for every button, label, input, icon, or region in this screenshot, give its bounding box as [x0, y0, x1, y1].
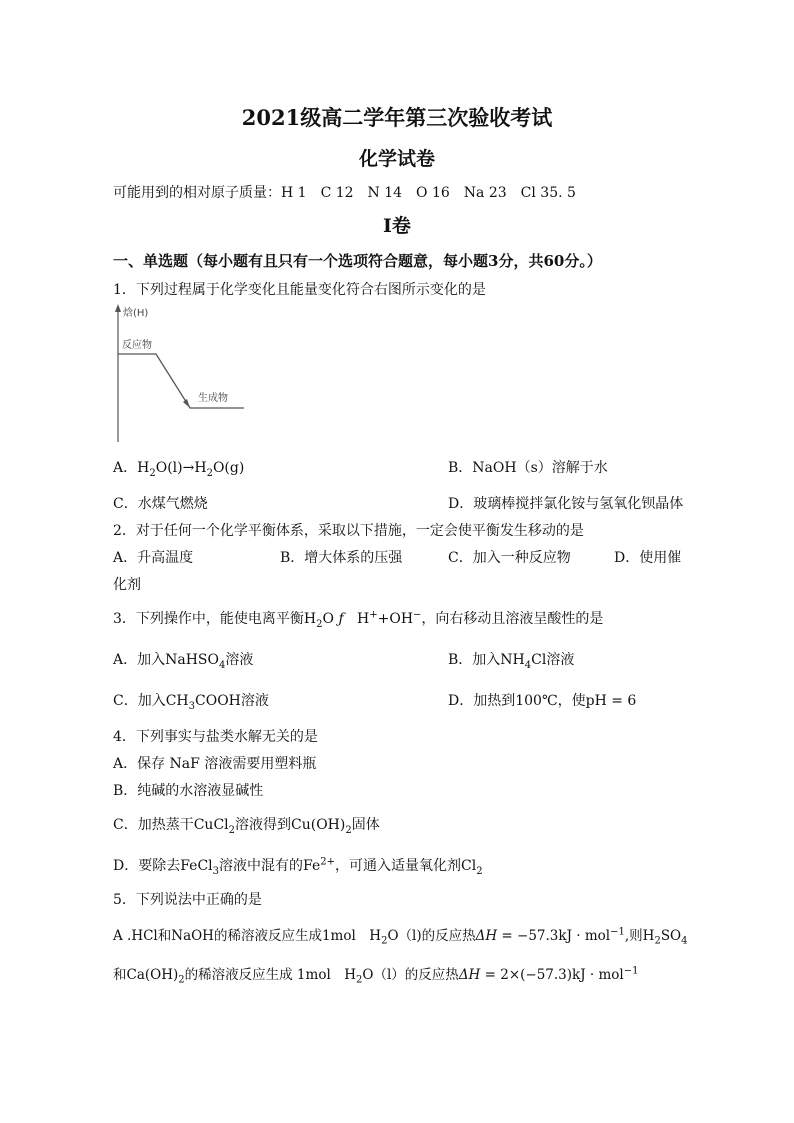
- q3-option-d[interactable]: [448, 691, 636, 711]
- q4-c-pre: C．加热蒸干: [113, 817, 194, 833]
- q4-d-f2: Fe: [303, 858, 321, 874]
- q5-a-l1-mid: O（l)的反应热: [387, 928, 476, 944]
- q2-option-c[interactable]: C．加入一种反应物: [448, 550, 571, 566]
- q3-d-formula: pH = 6: [585, 693, 637, 709]
- q3-eq-symbol: ƒ: [338, 611, 344, 627]
- q3-b-sub: 4: [524, 659, 532, 671]
- q4-stem: 4．下列事实与盐类水解无关的是: [113, 729, 318, 745]
- q4-c-s2: 2: [345, 824, 352, 836]
- q3-a-pre: A．加入: [113, 652, 166, 668]
- q3-eq-h: H: [303, 611, 317, 627]
- q4-option-d[interactable]: [113, 856, 483, 876]
- q1-option-d[interactable]: D．玻璃棒搅拌氯化铵与氢氧化钡晶体: [448, 496, 684, 512]
- chart-curve-arrow-icon: [183, 399, 190, 408]
- q5-a-l2-sup: −1: [623, 965, 639, 977]
- q3-c-sub: 3: [188, 700, 196, 712]
- q5-a-l2-dh: ΔH: [458, 967, 481, 983]
- q1-a-sub-2: 2: [206, 467, 213, 479]
- q1-option-a[interactable]: [113, 458, 244, 478]
- q1-a-o-l: O(l): [155, 460, 183, 476]
- q4-d-s1: 3: [212, 865, 220, 877]
- q5-a-l1-sup: −1: [610, 926, 625, 938]
- q4-option-b[interactable]: B．纯碱的水溶液显碱性: [113, 783, 264, 799]
- q3-eq-sub: 2: [316, 618, 323, 630]
- q1-enthalpy-diagram: [110, 302, 250, 444]
- q3-d-pre: D．加热到100℃，使: [448, 693, 586, 709]
- q3-stem: [113, 609, 603, 629]
- q3-a-sub: 4: [219, 659, 226, 671]
- q3-eq-plus-sup: +: [369, 609, 378, 621]
- q5-a-l2-s: 2: [178, 974, 185, 986]
- q4-option-a[interactable]: A．保存 NaF 溶液需要用塑料瓶: [113, 756, 317, 772]
- q3-b-formula: NH: [500, 652, 525, 668]
- chart-reactant-label: 反应物: [122, 340, 152, 351]
- q3-b-post: 溶液: [546, 652, 575, 668]
- q1-a-arrow: →: [182, 460, 195, 476]
- q4-d-pre: D．要除去: [113, 858, 181, 874]
- q5-a-l1-then: ,则: [624, 928, 643, 944]
- q4-d-mid2: ，可通入适量氧化剂: [335, 858, 462, 874]
- q5-a-l1-s1: 2: [381, 935, 388, 947]
- q3-c-formula: CH: [165, 693, 189, 709]
- q1-a-h-2: H: [194, 460, 207, 476]
- q4-c-post: 固体: [351, 817, 380, 833]
- q1-a-o-g: O(g): [212, 460, 245, 476]
- q4-d-f3: Cl: [461, 858, 477, 874]
- atomic-masses: 可能用到的相对原子质量：H 1 C 12 N 14 O 16 Na 23 Cl 35. 5: [113, 185, 576, 201]
- q1-stem: 1．下列过程属于化学变化且能量变化符合右图所示变化的是: [113, 282, 486, 298]
- q5-a-l1-pre: A .HCl和NaOH的稀溶液反应生成1mol H: [113, 928, 382, 944]
- q3-option-c[interactable]: [113, 691, 269, 711]
- q4-d-mid: 溶液中混有的: [219, 858, 304, 874]
- q5-option-a-line1[interactable]: [113, 926, 688, 946]
- q3-option-b[interactable]: [448, 650, 574, 670]
- q1-a-h-1: H: [137, 460, 150, 476]
- q3-eq-oh: +OH: [377, 611, 414, 627]
- q3-eq-hplus: H: [357, 611, 370, 627]
- q4-c-f2: Cu(OH): [291, 817, 346, 833]
- q5-a-l1-val: = −57.3kJ · mol: [497, 928, 611, 944]
- exam-subtitle: 化学试卷: [358, 148, 435, 170]
- q2-option-a[interactable]: A．升高温度: [113, 550, 194, 566]
- q2-option-b[interactable]: B．增大体系的压强: [280, 550, 403, 566]
- q5-a-l2-mid: 的稀溶液反应生成 1mol H: [184, 967, 357, 983]
- q3-c-formula2: COOH: [195, 693, 241, 709]
- q2-option-d-cont: 化剂: [113, 577, 141, 593]
- q5-a-l1-s3: 4: [681, 935, 688, 947]
- exam-title: 2021级高二学年第三次验收考试: [241, 105, 553, 130]
- q5-a-l1-so: SO: [660, 928, 682, 944]
- q3-option-a[interactable]: [113, 650, 253, 670]
- q5-a-l1-s2: 2: [654, 935, 661, 947]
- q2-option-d[interactable]: D．使用催: [614, 550, 682, 566]
- q1-option-b[interactable]: B．NaOH（s）溶解于水: [448, 460, 608, 476]
- q1-a-prefix: A．: [113, 460, 138, 476]
- q4-d-sup2: 2+: [320, 856, 336, 868]
- q3-stem-post: ，向右移动且溶液呈酸性的是: [421, 611, 604, 627]
- q5-stem: 5．下列说法中正确的是: [113, 892, 262, 908]
- q4-c-mid: 溶液得到: [235, 817, 292, 833]
- chart-y-arrow-icon: [115, 304, 121, 312]
- q3-c-post: 溶液: [240, 693, 269, 709]
- q4-c-f1: CuCl: [193, 817, 229, 833]
- q3-eq-o: O: [322, 611, 334, 627]
- q3-a-post: 溶液: [225, 652, 254, 668]
- q1-option-c[interactable]: C．水煤气燃烧: [113, 496, 208, 512]
- q3-a-formula: NaHSO: [165, 652, 219, 668]
- q3-b-pre: B．加入: [448, 652, 501, 668]
- q4-option-c[interactable]: [113, 815, 380, 835]
- q5-a-l1-dh: ΔH: [475, 928, 498, 944]
- q3-stem-pre: 3．下列操作中，能使电离平衡: [113, 611, 304, 627]
- q4-d-s3: 2: [476, 865, 483, 877]
- q5-a-l2-mid2: O（l）的反应热: [362, 967, 459, 983]
- q5-a-l1-f: H: [642, 928, 655, 944]
- q4-c-s1: 2: [228, 824, 236, 836]
- q5-a-l2-pre: 和: [113, 967, 127, 983]
- chart-product-label: 生成物: [198, 393, 228, 404]
- q3-eq-minus-sup: −: [413, 609, 422, 621]
- chart-y-label: 焓(H): [123, 308, 149, 319]
- volume-heading: Ⅰ卷: [383, 215, 411, 237]
- q3-b-formula2: Cl: [531, 652, 547, 668]
- q5-a-l2-f: Ca(OH): [126, 967, 179, 983]
- q5-a-l2-s2: 2: [356, 974, 363, 986]
- q2-stem: 2．对于任何一个化学平衡体系，采取以下措施，一定会使平衡发生移动的是: [113, 523, 584, 539]
- q3-c-pre: C．加入: [113, 693, 166, 709]
- q1-a-sub-1: 2: [149, 467, 156, 479]
- q5-option-a-line2: [113, 965, 639, 985]
- q5-a-l2-val: = 2×(−57.3)kJ · mol: [480, 967, 624, 983]
- q4-d-f1: FeCl: [180, 858, 213, 874]
- section-heading: 一、单选题（每小题有且只有一个选项符合题意，每小题3分，共60分。）: [113, 252, 602, 270]
